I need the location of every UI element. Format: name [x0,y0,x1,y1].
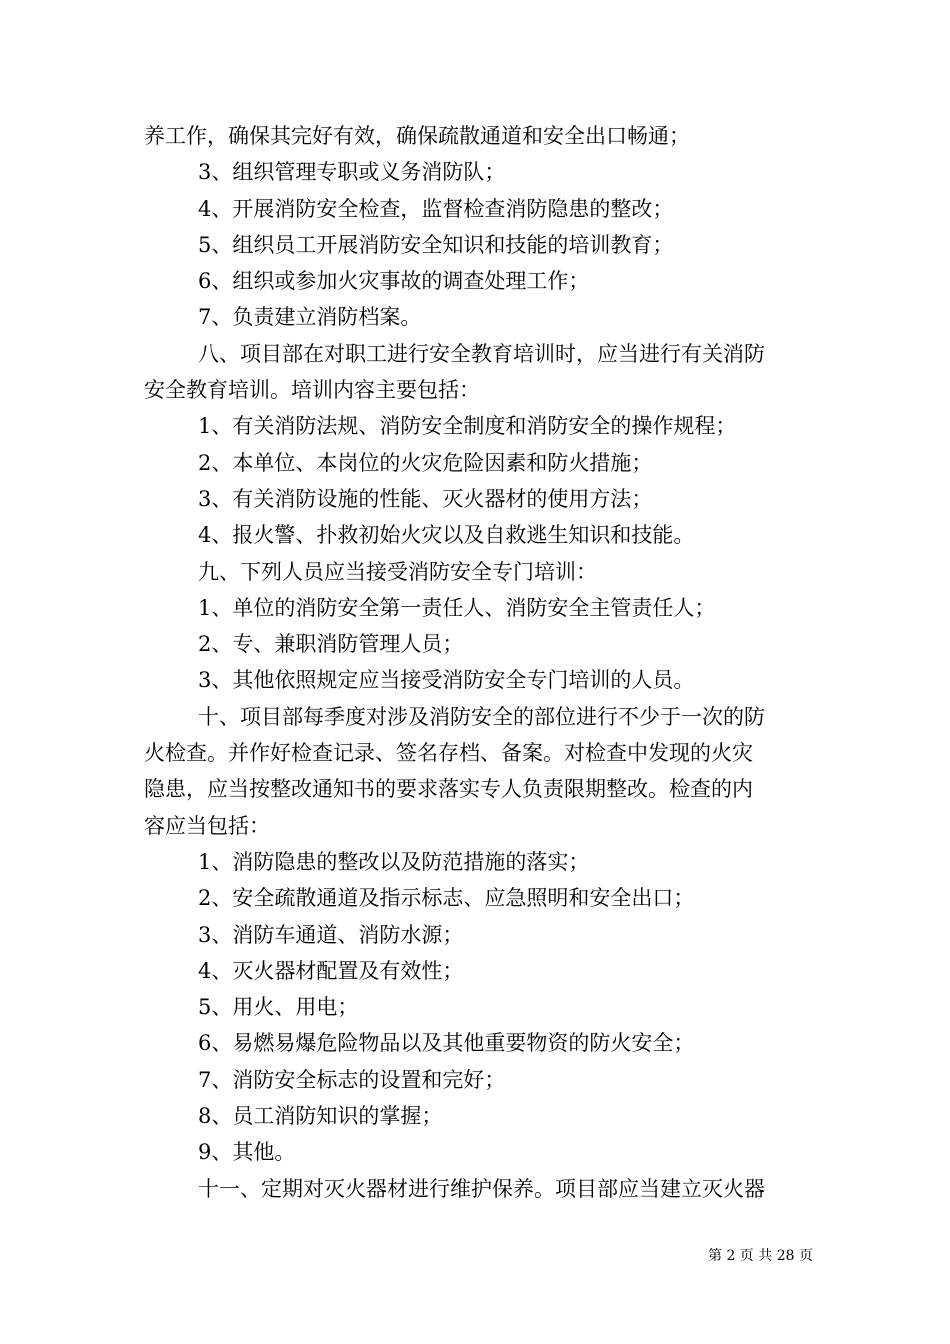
text-line: 容应当包括： [144,813,270,838]
text-line: 火检查。并作好检查记录、签名存档、备案。对检查中发现的火灾 [144,741,753,766]
text-line: 十一、定期对灭火器材进行维护保养。项目部应当建立灭火器 [198,1176,765,1201]
document-body [144,118,812,1207]
text-line: 5、组织员工开展消防安全知识和技能的培训教育； [198,232,674,257]
text-line: 4、灭火器材配置及有效性； [198,958,464,983]
text-line: 3、组织管理专职或义务消防队； [198,160,506,185]
text-line: 4、报火警、扑救初始火灾以及自救逃生知识和技能。 [198,523,695,548]
text-line: 安全教育培训。培训内容主要包括： [144,378,480,403]
text-line: 八、项目部在对职工进行安全教育培训时，应当进行有关消防 [198,341,765,366]
text-line: 4、开展消防安全检查，监督检查消防隐患的整改； [198,196,674,221]
text-line: 7、消防安全标志的设置和完好； [198,1067,506,1092]
text-line: 3、有关消防设施的性能、灭火器材的使用方法； [198,486,653,511]
text-line: 1、有关消防法规、消防安全制度和消防安全的操作规程； [198,414,737,439]
text-line: 养工作，确保其完好有效，确保疏散通道和安全出口畅通； [144,124,690,148]
text-line: 5、用火、用电； [198,995,359,1020]
page-number-footer: 第 2 页 共 28 页 [708,1248,813,1264]
text-line: 1、单位的消防安全第一责任人、消防安全主管责任人； [198,595,716,620]
text-line: 2、本单位、本岗位的火灾危险因素和防火措施； [198,450,653,475]
text-line: 2、专、兼职消防管理人员； [198,632,464,657]
text-line: 6、易燃易爆危险物品以及其他重要物资的防火安全； [198,1031,695,1056]
text-line: 9、其他。 [198,1140,296,1165]
text-line: 8、员工消防知识的掌握； [198,1104,443,1129]
text-line: 3、其他依照规定应当接受消防安全专门培训的人员。 [198,668,695,693]
text-line: 2、安全疏散通道及指示标志、应急照明和安全出口； [198,886,695,911]
text-line: 十、项目部每季度对涉及消防安全的部位进行不少于一次的防 [198,704,765,729]
text-line: 7、负责建立消防档案。 [198,305,422,330]
text-line: 九、下列人员应当接受消防安全专门培训： [198,559,597,584]
text-line: 6、组织或参加火灾事故的调查处理工作； [198,269,590,294]
text-line: 隐患，应当按整改通知书的要求落实专人负责限期整改。检查的内 [144,777,753,802]
text-line: 1、消防隐患的整改以及防范措施的落实； [198,849,590,874]
text-line: 3、消防车通道、消防水源； [198,922,464,947]
